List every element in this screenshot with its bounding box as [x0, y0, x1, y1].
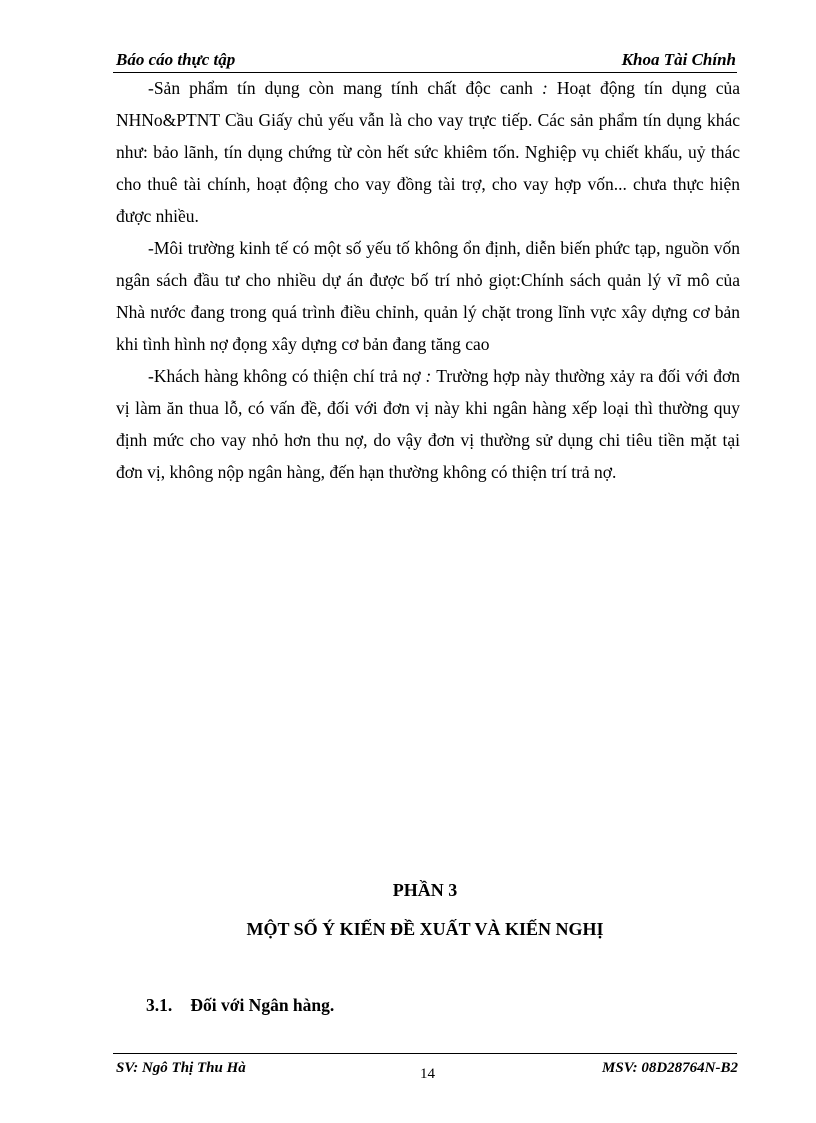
section-heading: [146, 995, 334, 1016]
header-faculty: Khoa Tài Chính: [621, 50, 736, 69]
paragraph-credit-products: [116, 72, 740, 232]
paragraph-lead: -Môi trường kinh tế có một số yếu tố không ổn định, diễn biến phức tạp, nguồn vốn ngân sách đầu tư cho nhiều dự án được bố trí nhỏ giọt:: [116, 238, 740, 290]
footer-divider: [113, 1053, 737, 1054]
page-number: 14: [420, 1066, 435, 1082]
body-text: [116, 72, 740, 488]
section-title: Đối với Ngân hàng.: [190, 995, 335, 1015]
paragraph-text: Hoạt động tín dụng của NHNo&PTNT Cầu Giấy chủ yếu vẫn là cho vay trực tiếp. Các sản phẩm tín dụng khác như: bảo lãnh, tín dụng chứng từ còn hết sức khiêm tốn. Nghiệp vụ chiết khấu, uỷ thác cho thuê tài chính, hoạt động cho vay đồng tài trợ, cho vay hợp vốn... chưa thực hiện được nhiều.: [116, 78, 740, 226]
page-header: [113, 48, 737, 73]
footer-student-name: SV: Ngô Thị Thu Hà: [116, 1060, 246, 1076]
part-heading: MỘT SỐ Ý KIẾN ĐỀ XUẤT VÀ KIẾN NGHỊ: [246, 919, 604, 939]
paragraph-separator: :: [532, 78, 557, 98]
paragraph-customer-willingness: [116, 360, 740, 488]
paragraph-economic-environment: [116, 232, 740, 360]
part-number: PHẦN 3: [392, 880, 458, 900]
paragraph-text: Trường hợp này thường xảy ra đối với đơn vị làm ăn thua lỗ, có vấn đề, đối với đơn vị này khi ngân hàng xếp loại thì thường quy định mức cho vay nhỏ hơn thu nợ, do vậy đơn vị thường sử dụng chi tiêu tiền mặt tại đơn vị, không nộp ngân hàng, đến hạn thường không có thiện trí trả nợ.: [116, 366, 741, 482]
paragraph-separator: :: [420, 366, 437, 386]
paragraph-lead: -Sản phẩm tín dụng còn mang tính chất độc canh: [148, 78, 533, 98]
footer-student-id: MSV: 08D28764N-B2: [602, 1060, 738, 1076]
section-number: 3.1.: [146, 995, 173, 1015]
paragraph-text: Chính sách quản lý vĩ mô của Nhà nước đang trong quá trình điều chỉnh, quản lý chặt trong lĩnh vực xây dựng cơ bản khi tình hình nợ đọng xây dựng cơ bản đang tăng cao: [116, 270, 740, 354]
paragraph-lead: -Khách hàng không có thiện chí trả nợ: [148, 366, 421, 386]
header-report-title: Báo cáo thực tập: [116, 50, 236, 69]
